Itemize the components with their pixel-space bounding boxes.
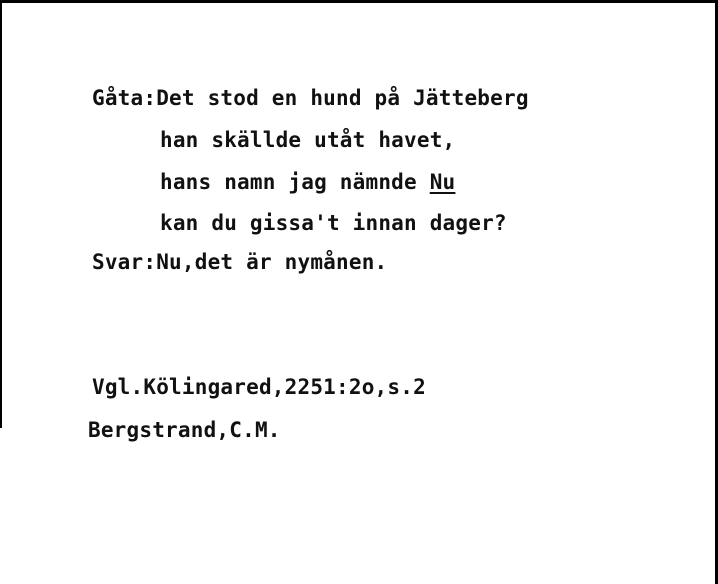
riddle-label: Gåta: (92, 86, 157, 110)
riddle-line-2: han skällde utåt havet, (160, 128, 456, 152)
answer-label: Svar: (92, 250, 157, 274)
riddle-line-3 (160, 170, 455, 194)
riddle-line-1 (92, 86, 529, 110)
answer-text: Nu,det är nymånen. (156, 250, 388, 274)
riddle-answer-word: Nu (429, 170, 456, 194)
riddle-text-1: Det stod en hund på Jätteberg (156, 86, 529, 110)
riddle-text-3: hans namn jag nämnde (160, 170, 430, 194)
riddle-line-4: kan du gissa't innan dager? (160, 211, 507, 235)
collector-name: Bergstrand,C.M. (88, 418, 281, 442)
answer-line (92, 250, 387, 274)
source-reference: Vgl.Kölingared,2251:2o,s.2 (92, 375, 426, 399)
